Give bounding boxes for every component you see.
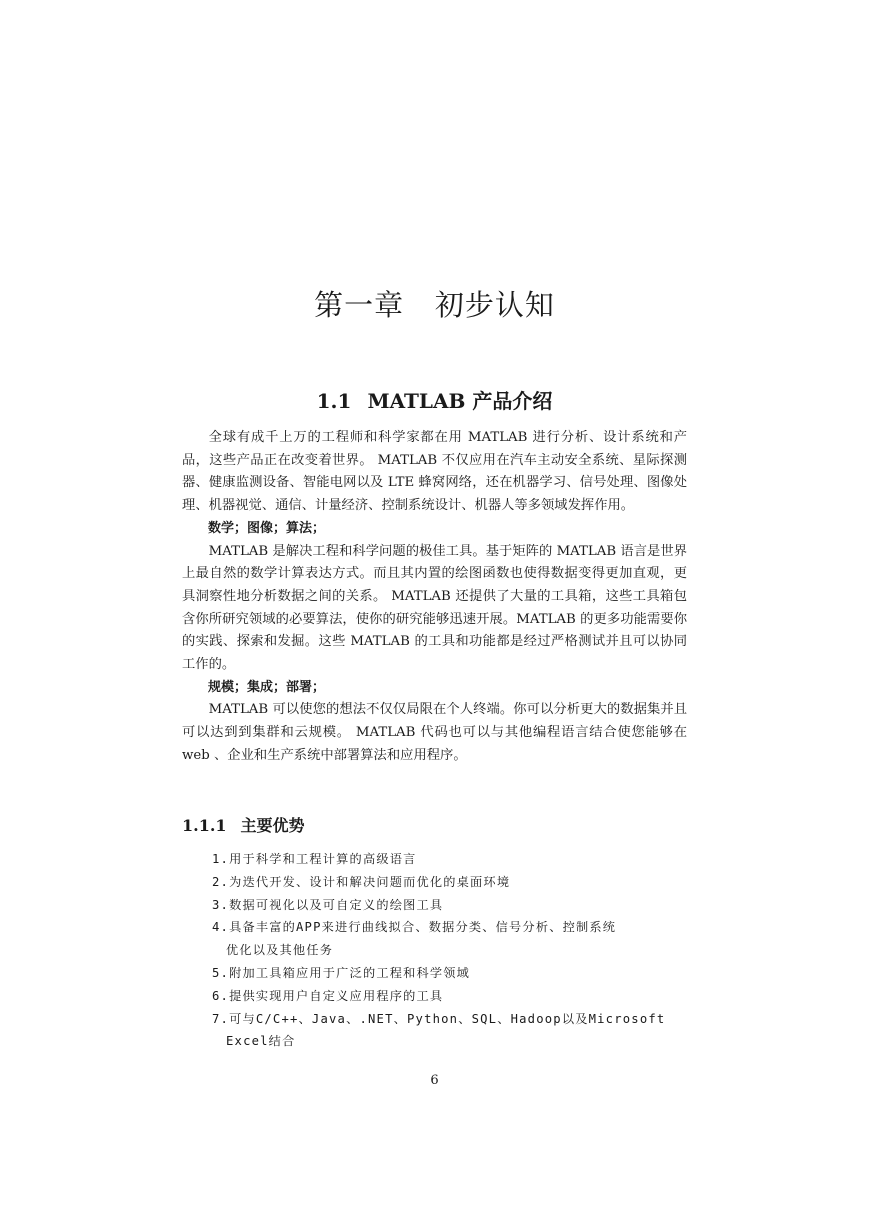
chapter-title-text: 初步认知 xyxy=(434,288,555,322)
list-item: 6.提供实现用户自定义应用程序的工具 xyxy=(212,988,444,1003)
subsection-title-text: 主要优势 xyxy=(240,816,305,835)
chapter-heading xyxy=(0,283,869,327)
section-number: 1.1 xyxy=(316,389,352,413)
page-number: 6 xyxy=(430,1073,439,1088)
list-item: 2.为迭代开发、设计和解决问题而优化的桌面环境 xyxy=(212,874,511,889)
paragraph-scale: MATLAB 可以使您的想法不仅仅局限在个人终端。你可以分析更大的数据集并且可以达到到集群和云规模。 MATLAB 代码也可以与其他编程语言结合使您能够在 web 、企业和生产系统中部署算法和应用程序。 xyxy=(182,702,687,763)
subsection-heading xyxy=(182,813,305,839)
chapter-label: 第一章 xyxy=(314,288,405,322)
list-item-continuation: Excel结合 xyxy=(226,1034,296,1049)
list-item: 4.具备丰富的APP来进行曲线拟合、数据分类、信号分析、控制系统 xyxy=(212,920,617,935)
list-item: 1.用于科学和工程计算的高级语言 xyxy=(212,852,417,866)
subsection-number: 1.1.1 xyxy=(182,816,227,835)
section-title-text: MATLAB 产品介绍 xyxy=(367,389,553,413)
section-body xyxy=(182,427,687,768)
keywords-math: 数学；图像；算法； xyxy=(208,520,326,536)
section-heading xyxy=(0,386,869,416)
keywords-scale: 规模；集成；部署； xyxy=(208,679,326,695)
list-item: 7.可与C/C++、Java、.NET、Python、SQL、Hadoop以及Microsoft xyxy=(212,1011,666,1026)
advantages-list xyxy=(212,848,682,1053)
list-item: 5.附加工具箱应用于广泛的工程和科学领域 xyxy=(212,965,471,980)
paragraph-tool: MATLAB 是解决工程和科学问题的极佳工具。基于矩阵的 MATLAB 语言是世界上最自然的数学计算表达方式。而且其内置的绘图函数也使得数据变得更加直观，更具洞察性地分析数据之间的关系。 MATLAB 还提供了大量的工具箱，这些工具箱包含你所研究领域的必要算法，使你的研究能够迅速开展。MATLAB 的更多功能需要你的实践、探索和发掘。这些 MATLAB 的工具和功能都是经过严格测试并且可以协同工作的。 xyxy=(182,543,687,673)
list-item-continuation: 优化以及其他任务 xyxy=(226,943,334,958)
list-item: 3.数据可视化以及可自定义的绘图工具 xyxy=(212,897,444,912)
paragraph-intro: 全球有成千上万的工程师和科学家都在用 MATLAB 进行分析、设计系统和产品，这些产品正在改变着世界。 MATLAB 不仅应用在汽车主动安全系统、星际探测器、健康监测设备、智能电网以及 LTE 蜂窝网络，还在机器学习、信号处理、图像处理、机器视觉、通信、计量经济、控制系统设计、机器人等多领域发挥作用。 xyxy=(182,430,687,514)
